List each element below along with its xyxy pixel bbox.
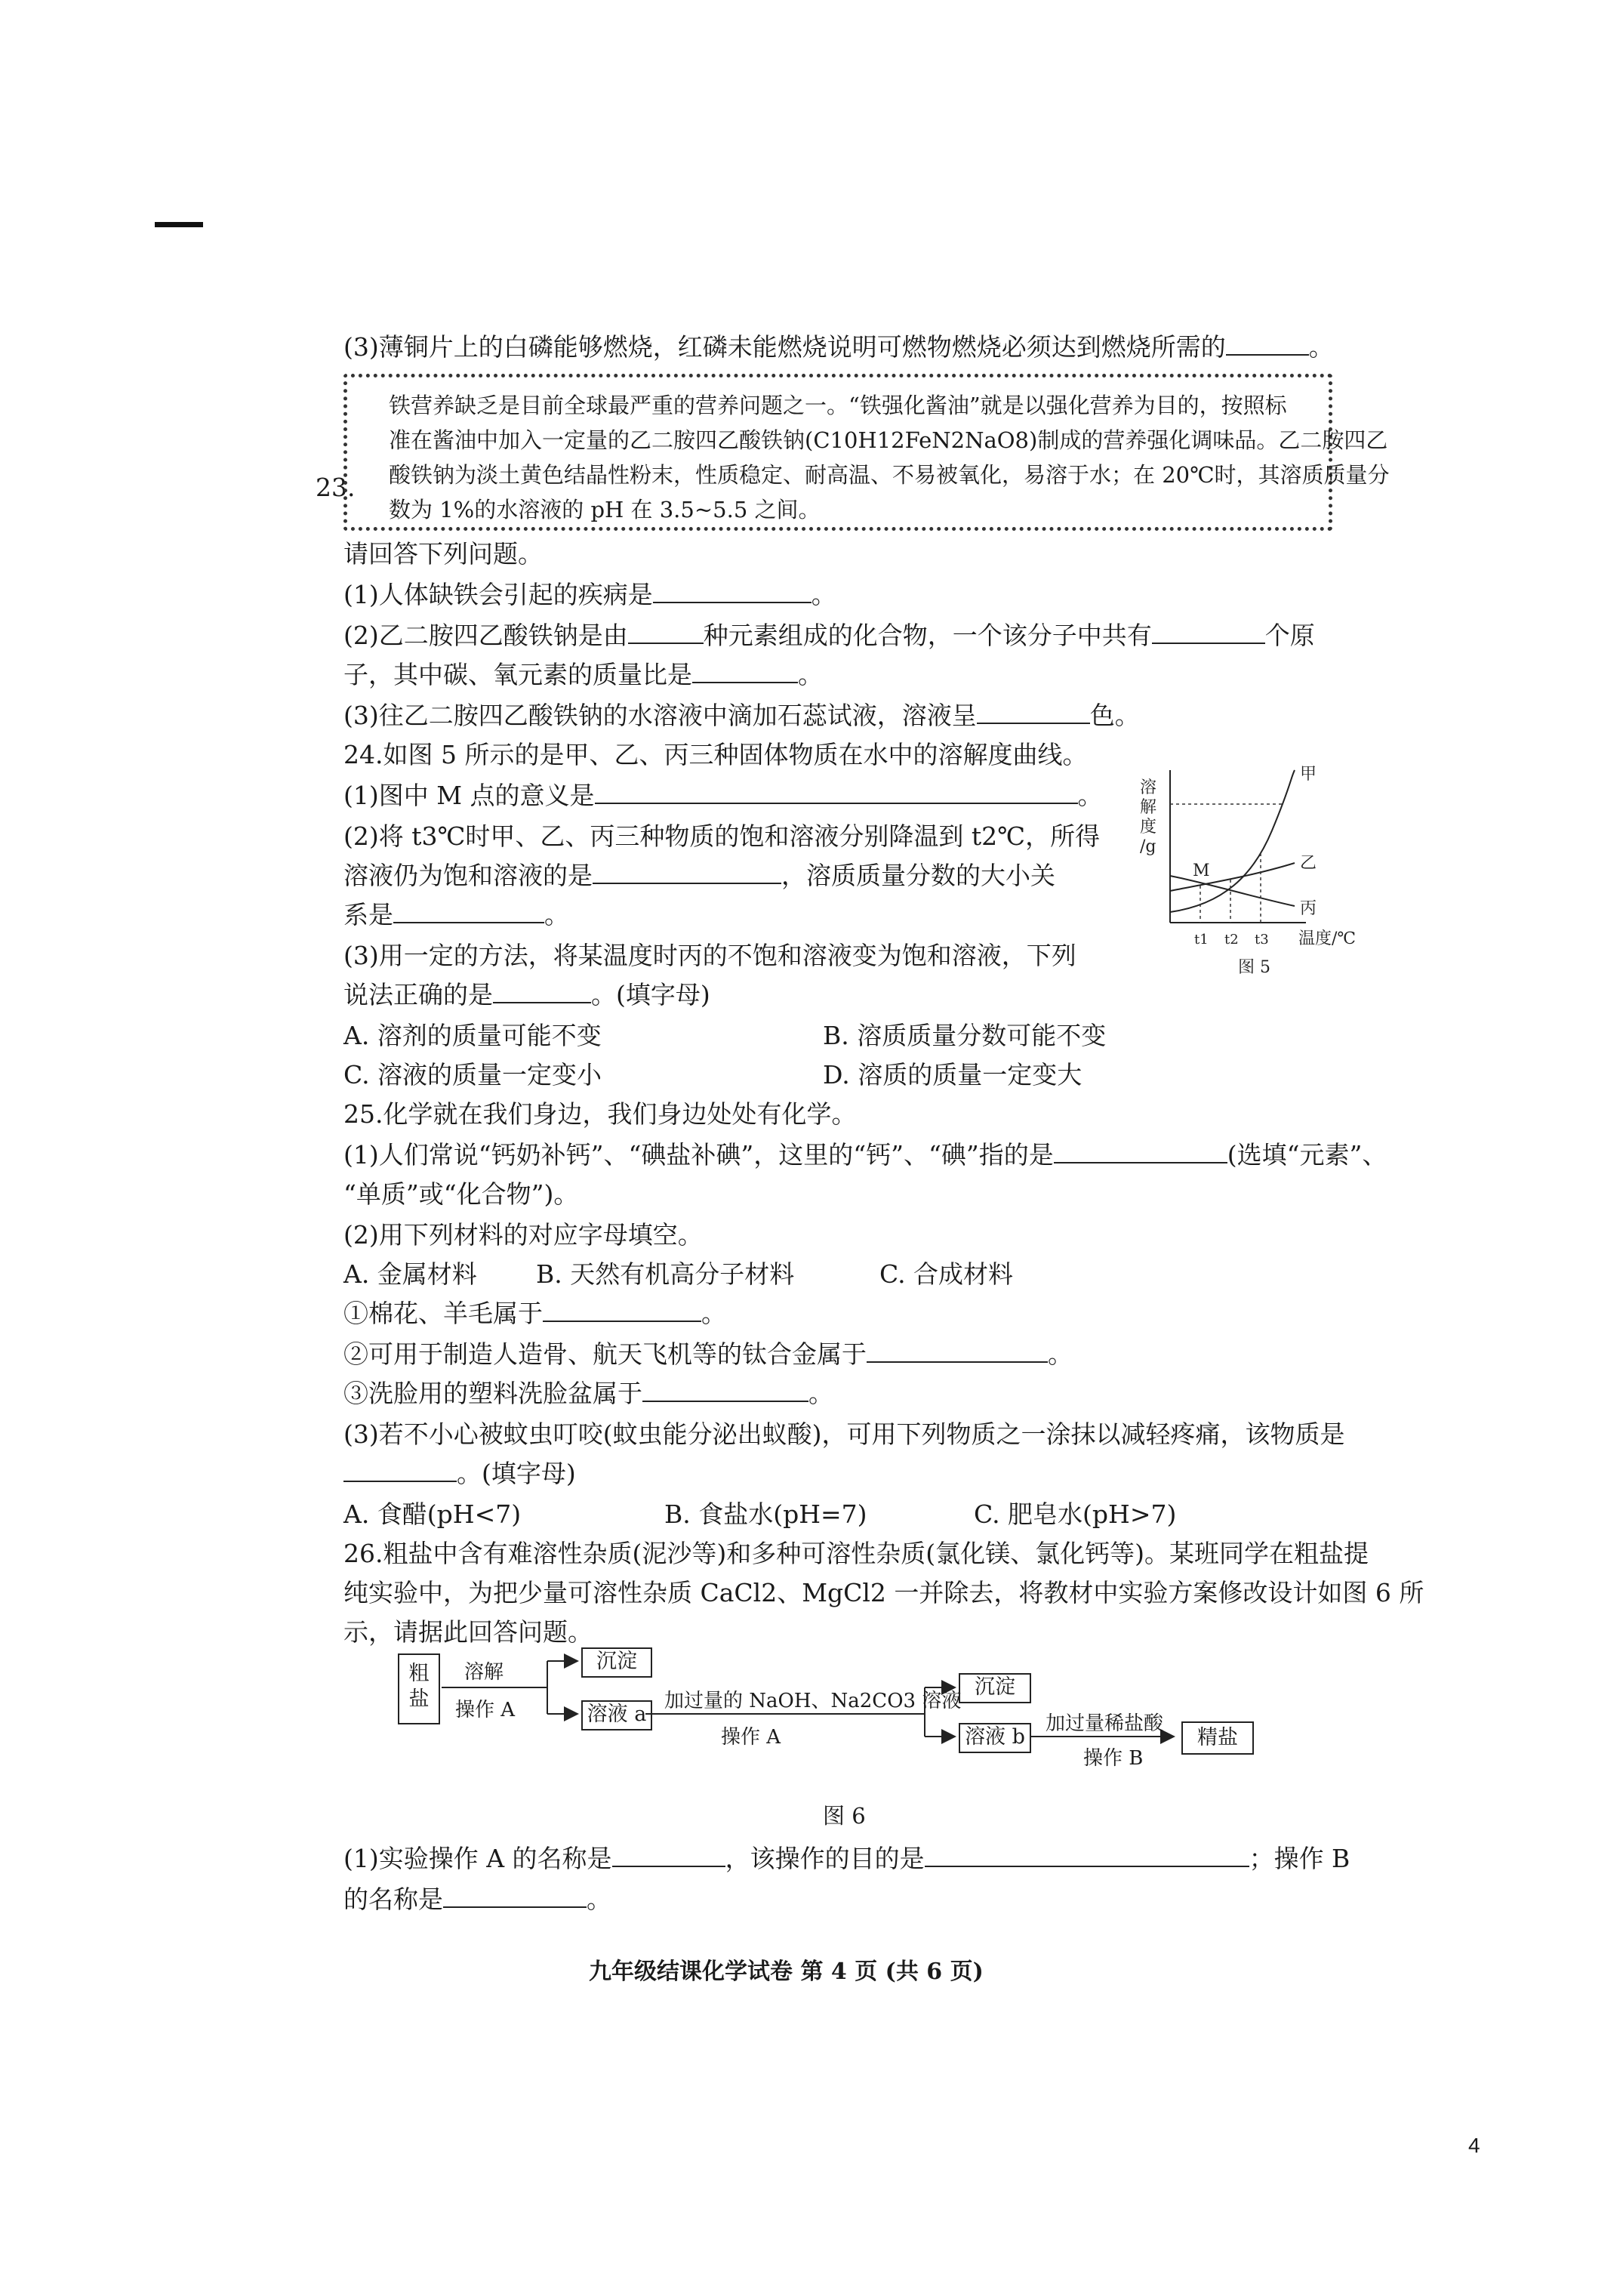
reading-passage-box [343,374,1390,531]
figure-6-flowchart [396,1646,1393,1789]
solubility-chart [1140,763,1389,989]
y-label-char: 解 [1140,798,1157,817]
curve-label-jia: 甲 [1300,765,1317,784]
q24-part2-line1: (2)将 t3℃时甲、乙、丙三种物质的饱和溶液分别降温到 t2℃，所得 [343,821,1101,851]
box-solution-a: 溶液 a [581,1700,652,1730]
q25-part2-i: ①棉花、羊毛属于 。 [343,1299,726,1328]
y-label-char: 溶 [1140,778,1157,797]
q25-option-a[interactable]: A. 食醋(pH<7) [343,1499,522,1529]
label-dissolve: 溶解 [464,1661,504,1684]
q25-part3-line1: (3)若不小心被蚊虫叮咬(蚊虫能分泌出蚁酸)，可用下列物质之一涂抹以减轻疼痛，该物质是 [343,1419,1345,1449]
answer-blank[interactable] [343,1458,457,1482]
q24-part1: (1)图中 M 点的意义是 。 [343,781,1103,810]
q26-part1-line2: 的名称是 。 [343,1885,611,1914]
box-solution-b: 溶液 b [959,1723,1031,1753]
q24-stem: 24.如图 5 所示的是甲、乙、丙三种固体物质在水中的溶解度曲线。 [343,740,1088,769]
answer-blank[interactable] [925,1843,1249,1867]
answer-blank[interactable] [692,659,798,683]
q25-part1-line1: (1)人们常说“钙奶补钙”、“碘盐补碘”，这里的“钙”、“碘”指的是 (选填“元素”、 [343,1140,1387,1170]
q26-stem-line3: 示，请据此回答问题。 [343,1617,593,1647]
answer-blank[interactable] [642,1378,808,1402]
answer-blank[interactable] [1152,620,1265,644]
q25-material-a: A. 金属材料 [343,1259,477,1289]
answer-blank[interactable] [393,899,544,923]
curve-label-yi: 乙 [1300,854,1317,873]
q25-material-b: B. 天然有机高分子材料 [536,1259,795,1289]
answer-blank[interactable] [1226,331,1309,356]
label-add-acid: 加过量稀盐酸 [1046,1712,1164,1735]
q26-part1-line1: (1)实验操作 A 的名称是 ，该操作的目的是 ；操作 B [343,1844,1350,1873]
q25-option-b[interactable]: B. 食盐水(pH=7) [664,1499,867,1529]
q23-part3: (3)往乙二胺四乙酸铁钠的水溶液中滴加石蕊试液，溶液呈 色。 [343,701,1140,730]
tick-t1: t1 [1194,932,1209,948]
point-m-label: M [1193,861,1210,880]
passage-line: 酸铁钠为淡土黄色结晶性粉末，性质稳定、耐高温、不易被氧化，易溶于水；在 20℃时，其溶质质量分 [389,462,1390,488]
page-footer: 九年级结课化学试卷 第 4 页 (共 6 页) [589,1959,984,1985]
q25-stem: 25.化学就在我们身边，我们身边处处有化学。 [343,1099,857,1129]
q24-option-b[interactable]: B. 溶质质量分数可能不变 [823,1021,1107,1050]
flowchart-arrows [396,1646,1393,1789]
passage-line: 数为 1%的水溶液的 pH 在 3.5~5.5 之间。 [389,497,821,522]
q23-part2: (2)乙二胺四乙酸铁钠是由 种元素组成的化合物，一个该分子中共有 个原 [343,621,1315,650]
q25-material-c: C. 合成材料 [879,1259,1014,1289]
q24-option-c[interactable]: C. 溶液的质量一定变小 [343,1060,602,1089]
q25-part1-line2: “单质”或“化合物”)。 [343,1179,579,1209]
box-precipitate-2: 沉淀 [959,1673,1031,1703]
q23-intro: 请回答下列问题。 [343,539,543,569]
q23-part2-cont: 子，其中碳、氧元素的质量比是 。 [343,660,823,689]
q22-part3: (3)薄铜片上的白磷能够燃烧，红磷未能燃烧说明可燃物燃烧必须达到燃烧所需的 。 [343,332,1334,362]
passage-line: 铁营养缺乏是目前全球最严重的营养问题之一。“铁强化酱油”就是以强化营养为目的，按照标 [389,393,1287,418]
label-op-a-1: 操作 A [455,1699,516,1721]
figure-5-caption: 图 5 [1238,958,1270,977]
y-label-char: 度 [1140,818,1157,837]
q25-part2-iii: ③洗脸用的塑料洗脸盆属于 。 [343,1379,833,1408]
label-op-b: 操作 B [1083,1747,1144,1770]
figure-6-caption: 图 6 [823,1803,866,1829]
answer-blank[interactable] [595,780,1078,804]
tick-t3: t3 [1255,932,1269,948]
q23-number: 23. [316,473,356,502]
passage-line: 准在酱油中加入一定量的乙二胺四乙酸铁钠(C10H12FeN2NaO8)制成的营养强化调味品。乙二胺四乙 [389,427,1388,453]
q24-part3-line1: (3)用一定的方法，将某温度时丙的不饱和溶液变为饱和溶液，下列 [343,941,1076,970]
box-refined-salt: 精盐 [1181,1721,1254,1755]
figure-5-solubility-curve [1140,763,1389,989]
answer-blank[interactable] [977,700,1090,724]
box-crude-salt: 粗 盐 [398,1653,440,1724]
answer-blank[interactable] [653,579,812,603]
y-label-char: /g [1140,837,1156,856]
answer-blank[interactable] [593,860,781,884]
answer-blank[interactable] [543,1298,701,1322]
x-axis-label: 温度/℃ [1298,929,1357,948]
page-number: 4 [1468,2134,1480,2157]
curve-bing [1170,876,1295,906]
q24-option-a[interactable]: A. 溶剂的质量可能不变 [343,1021,602,1050]
label-add-reagents: 加过量的 NaOH、Na2CO3 溶液 [664,1690,962,1712]
tick-t2: t2 [1224,932,1239,948]
q24-part2-line3: 系是 。 [343,900,569,929]
q25-option-c[interactable]: C. 肥皂水(pH>7) [974,1499,1177,1529]
q24-option-d[interactable]: D. 溶质的质量一定变大 [823,1060,1083,1089]
q25-part2: (2)用下列材料的对应字母填空。 [343,1220,703,1250]
answer-blank[interactable] [628,620,704,644]
answer-blank[interactable] [1054,1139,1227,1163]
q24-part2-line2: 溶液仍为饱和溶液的是 ，溶质质量分数的大小关 [343,861,1055,890]
box-precipitate-1: 沉淀 [581,1647,652,1678]
answer-blank[interactable] [612,1843,725,1867]
corner-mark [155,222,203,227]
q26-stem-line2: 纯实验中，为把少量可溶性杂质 CaCl2、MgCl2 一并除去，将教材中实验方案修改设计如图 6 所 [343,1578,1424,1607]
q25-part3-line2: 。(填字母) [343,1457,576,1490]
q26-stem-line1: 26.粗盐中含有难溶性杂质(泥沙等)和多种可溶性杂质(氯化镁、氯化钙等)。某班同学在粗盐提 [343,1539,1369,1568]
answer-blank[interactable] [493,979,591,1003]
q25-part2-ii: ②可用于制造人造骨、航天飞机等的钛合金属于 。 [343,1339,1073,1369]
q24-part3-line2: 说法正确的是 。(填字母) [343,980,710,1009]
curve-label-bing: 丙 [1300,899,1317,918]
answer-blank[interactable] [443,1884,587,1908]
answer-blank[interactable] [867,1339,1048,1363]
label-op-a-2: 操作 A [721,1726,781,1749]
q23-part1: (1)人体缺铁会引起的疾病是 。 [343,580,836,609]
